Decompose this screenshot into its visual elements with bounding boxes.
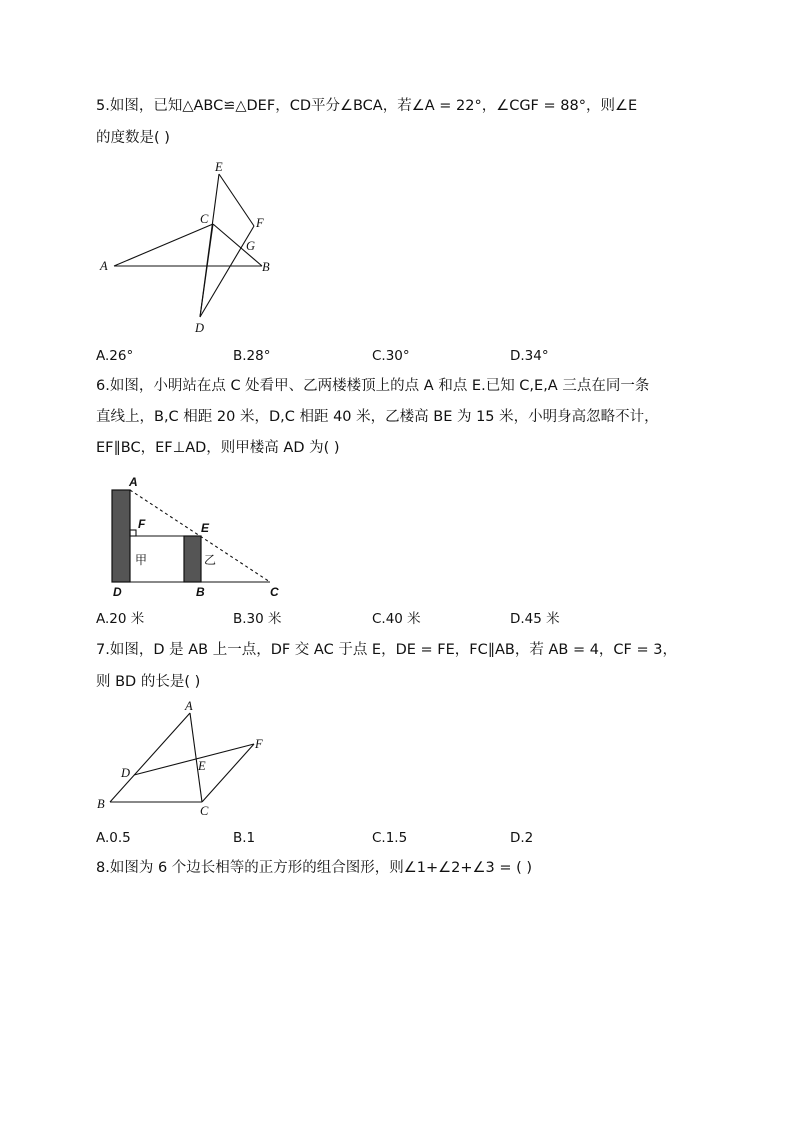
q6-option-d[interactable]: D.45 米 (510, 611, 560, 627)
q6-option-b[interactable]: B.30 米 (233, 611, 282, 627)
q5-figure (96, 155, 286, 340)
q6-stem-line-3: EF∥BC，EF⊥AD，则甲楼高 AD 为( ) (96, 440, 340, 456)
q7-label-A: A (185, 699, 193, 713)
q6-stem-line-1: 6.如图，小明站在点 C 处看甲、乙两楼楼顶上的点 A 和点 E.已知 C,E,A 三点在同一条 (96, 378, 650, 394)
q6-label-jia: 甲 (135, 553, 148, 567)
q6-label-E: E (201, 521, 210, 535)
q7-option-d[interactable]: D.2 (510, 830, 534, 846)
q5-label-C: C (200, 212, 209, 226)
q5-label-A: A (100, 259, 108, 273)
q6-stem-line-2: 直线上，B,C 相距 20 米，D,C 相距 40 米，乙楼高 BE 为 15 米，小明身高忽略不计， (96, 409, 659, 425)
q6-option-a[interactable]: A.20 米 (96, 611, 145, 627)
q7-option-c[interactable]: C.1.5 (372, 830, 408, 846)
q6-figure (96, 470, 296, 600)
q8-stem-line-1: 8.如图为 6 个边长相等的正方形的组合图形，则∠1+∠2+∠3 = ( ) (96, 860, 533, 876)
q7-label-D: D (121, 766, 131, 780)
q5-option-a[interactable]: A.26° (96, 348, 134, 364)
q5-option-b[interactable]: B.28° (233, 348, 271, 364)
q7-label-E: E (198, 759, 206, 773)
q7-label-F: F (255, 737, 263, 751)
q7-option-b[interactable]: B.1 (233, 830, 256, 846)
q5-option-c[interactable]: C.30° (372, 348, 410, 364)
q6-label-B: B (196, 585, 205, 599)
q6-label-A: A (129, 475, 138, 489)
q6-label-C: C (270, 585, 279, 599)
q7-stem-line-1: 7.如图，D 是 AB 上一点，DF 交 AC 于点 E，DE = FE，FC∥AB，若 AB = 4，CF = 3， (96, 642, 677, 658)
q5-stem-line-2: 的度数是( ) (96, 130, 170, 146)
q7-label-B: B (97, 797, 105, 811)
q5-label-B: B (262, 260, 270, 274)
q5-option-d[interactable]: D.34° (510, 348, 549, 364)
q7-figure (96, 698, 276, 823)
q5-label-F: F (256, 216, 264, 230)
q5-stem-line-1: 5.如图，已知△ABC≌△DEF，CD平分∠BCA，若∠A = 22°，∠CGF = 88°，则∠E (96, 98, 638, 114)
q5-label-D: D (195, 321, 205, 335)
q6-label-F: F (138, 517, 146, 531)
q7-stem-line-2: 则 BD 的长是( ) (96, 674, 201, 690)
q6-option-c[interactable]: C.40 米 (372, 611, 421, 627)
q7-option-a[interactable]: A.0.5 (96, 830, 131, 846)
q6-label-D: D (113, 585, 122, 599)
q5-label-E: E (215, 160, 223, 174)
q5-label-G: G (246, 239, 256, 253)
q6-label-yi: 乙 (204, 553, 217, 567)
q7-label-C: C (200, 804, 209, 818)
